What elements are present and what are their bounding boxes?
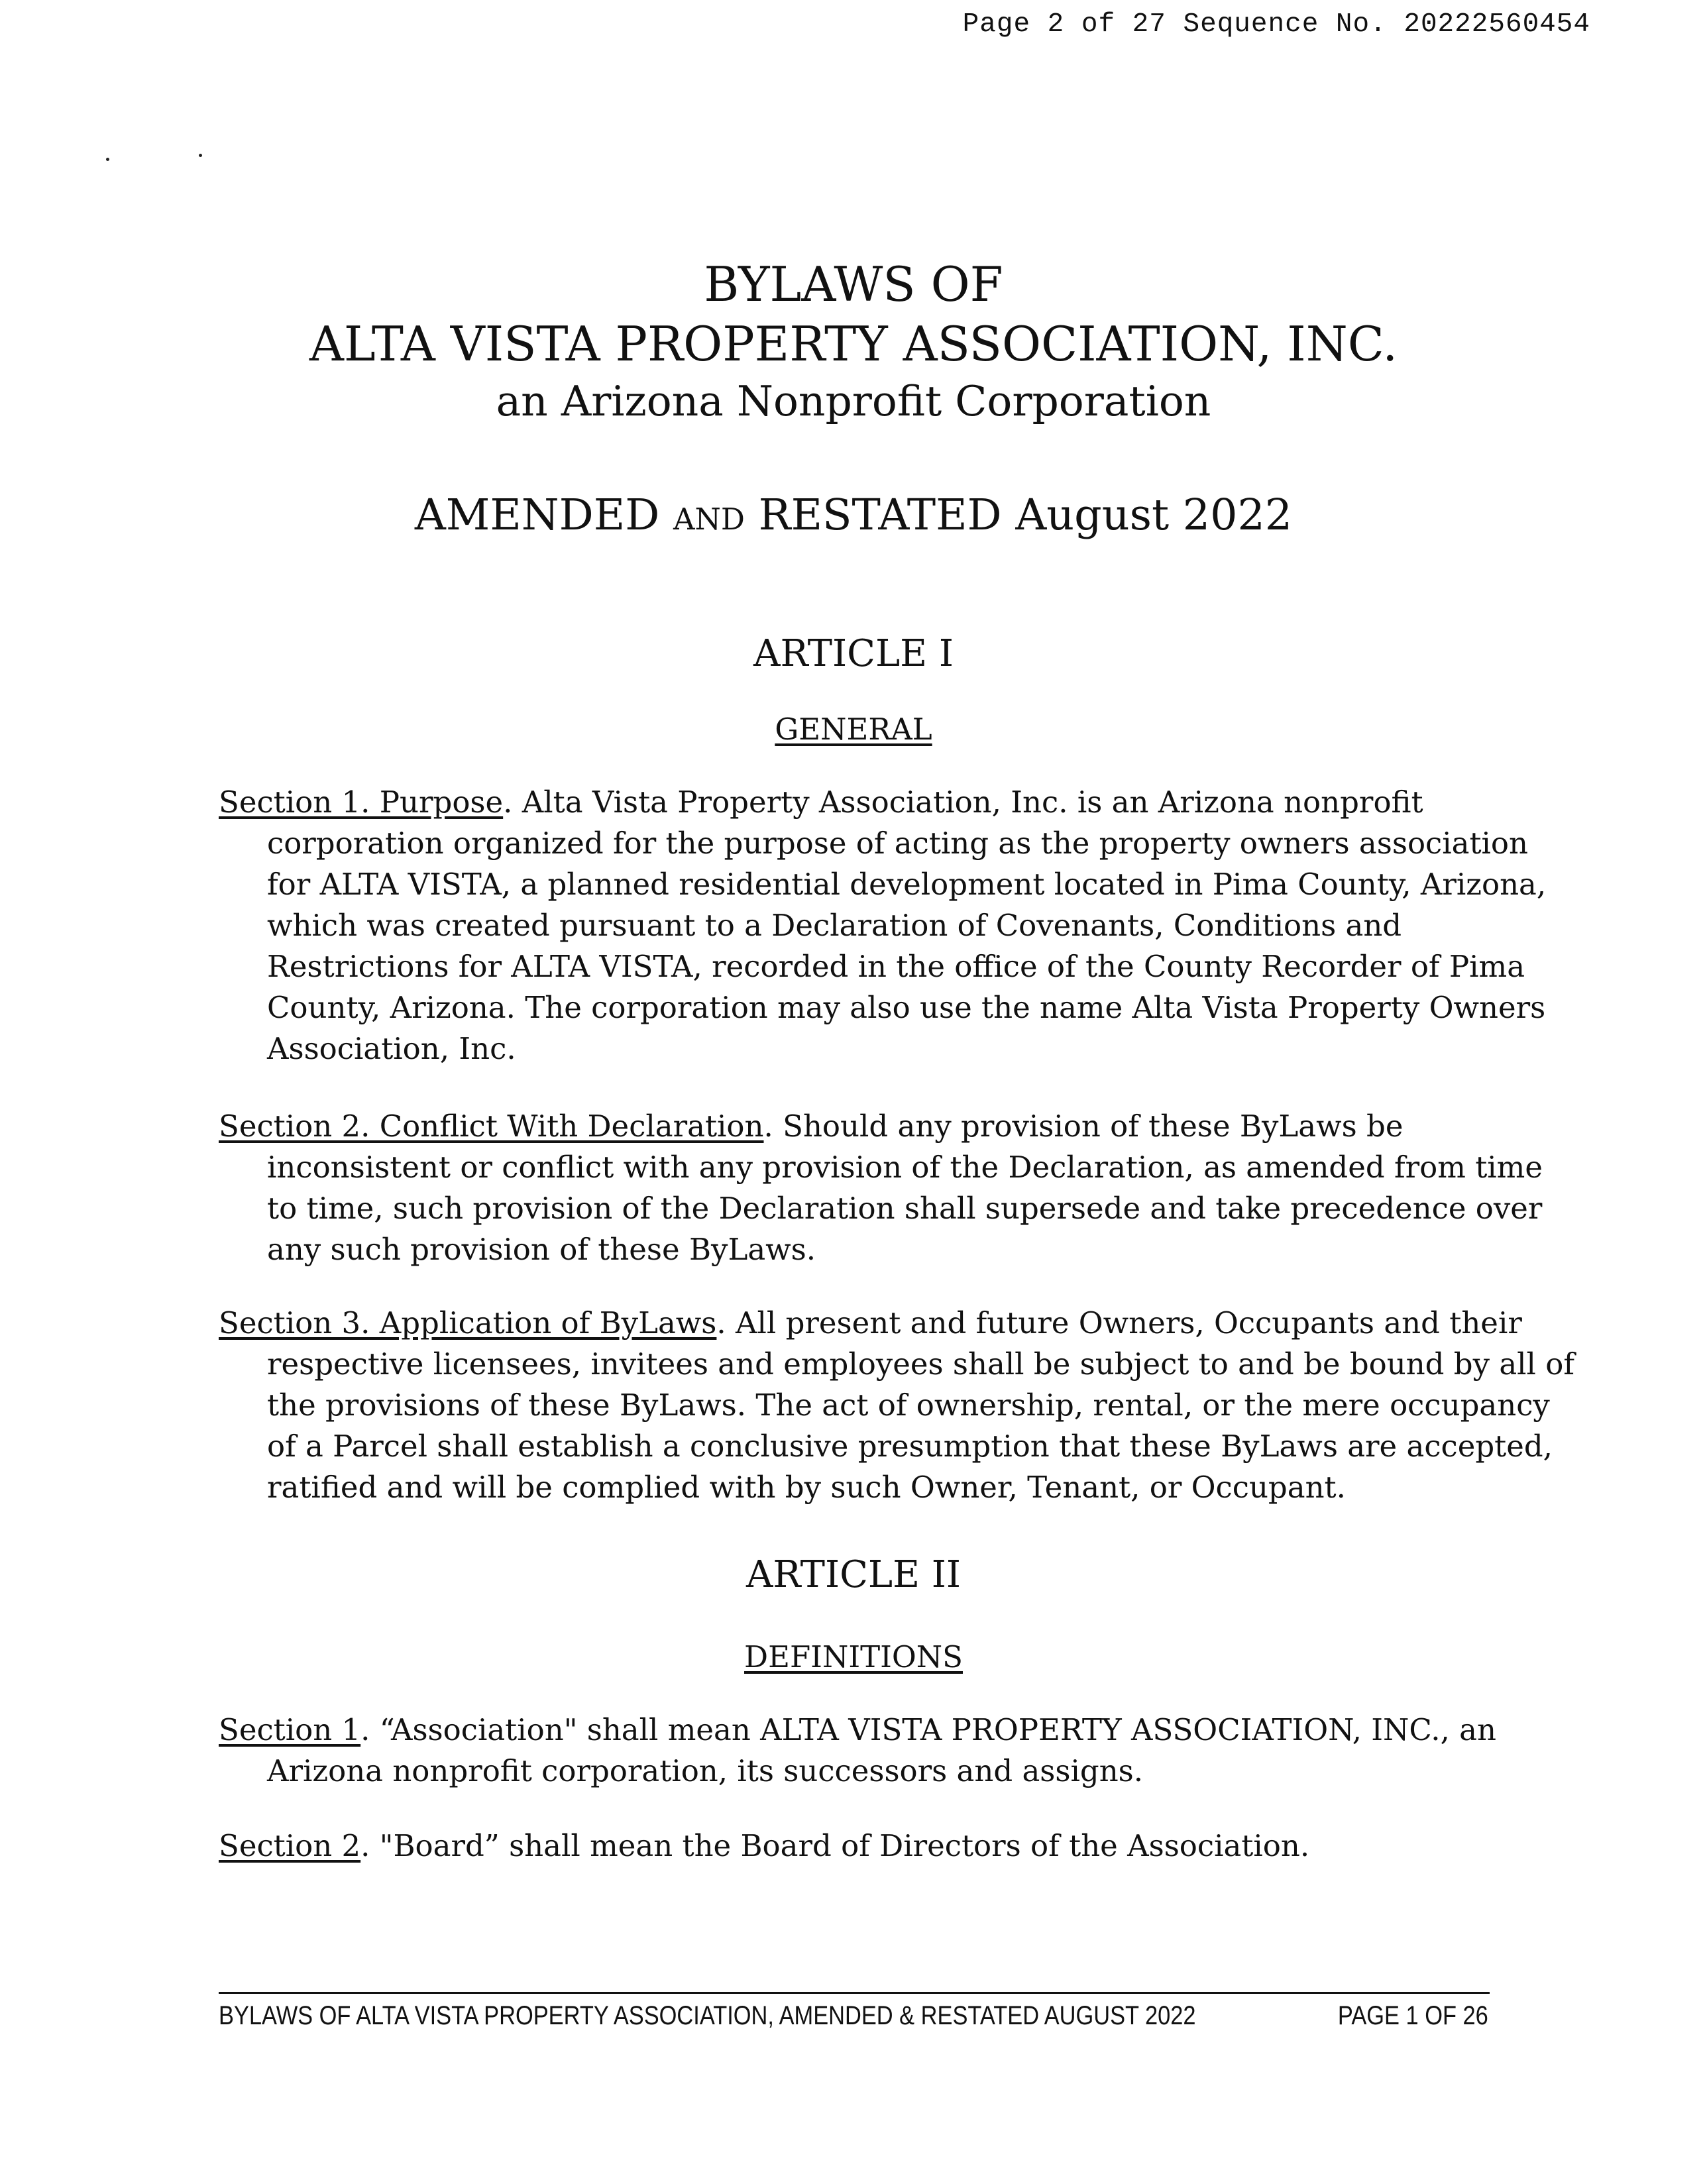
scan-speck bbox=[199, 154, 202, 157]
footer-page-number: PAGE 1 OF 26 bbox=[1338, 2001, 1488, 2030]
article-1-heading: ARTICLE I bbox=[753, 632, 954, 675]
article-2-heading: ARTICLE II bbox=[745, 1553, 962, 1596]
amended-text: AMENDED bbox=[414, 490, 674, 540]
article-2-section-1 bbox=[219, 1710, 1579, 1792]
article-2-subheading: DEFINITIONS bbox=[744, 1639, 963, 1674]
section-text: . Alta Vista Property Association, Inc. is an Arizona nonprofit corporation organized for the purpose of acting as the property owners association for ALTA VISTA, a planned residential development located in Pima County, Arizona, which was created pursuant to a Declaration of Covenants, Conditions and Restrictions for ALTA VISTA, recorded in the office of the County Recorder of Pima County, Arizona. The corporation may also use the name Alta Vista Property Owners Association, Inc. bbox=[267, 785, 1547, 1066]
section-label: Section 1. Purpose bbox=[219, 785, 504, 820]
restated-text: RESTATED August 2022 bbox=[744, 490, 1293, 540]
article-1-section-2 bbox=[219, 1106, 1579, 1270]
and-small-caps: AND bbox=[673, 502, 745, 537]
footer-document-title: BYLAWS OF ALTA VISTA PROPERTY ASSOCIATION, AMENDED & RESTATED AUGUST 2022 bbox=[219, 2001, 1196, 2030]
page-sequence-stamp: Page 2 of 27 Sequence No. 20222560454 bbox=[962, 9, 1590, 40]
scan-speck bbox=[106, 158, 109, 161]
section-label: Section 3. Application of ByLaws bbox=[219, 1305, 717, 1340]
article-1-section-3 bbox=[219, 1303, 1579, 1508]
section-label: Section 2 bbox=[219, 1828, 361, 1863]
section-label: Section 1 bbox=[219, 1712, 361, 1747]
section-text: . Should any provision of these ByLaws be inconsistent or conflict with any provision of the Declaration, as amended from time to time, such provision of the Declaration shall supersede and take precedence over any such provision of these ByLaws. bbox=[267, 1109, 1543, 1267]
document-subtitle: an Arizona Nonprofit Corporation bbox=[496, 377, 1211, 425]
section-text: . “Association" shall mean ALTA VISTA PROPERTY ASSOCIATION, INC., an Arizona nonprofit corporation, its successors and assigns. bbox=[267, 1712, 1496, 1788]
amended-restated-line bbox=[0, 489, 1707, 546]
section-label: Section 2. Conflict With Declaration bbox=[219, 1109, 764, 1144]
section-text: . "Board” shall mean the Board of Directors of the Association. bbox=[360, 1828, 1310, 1863]
document-title-line1: BYLAWS OF bbox=[704, 256, 1003, 312]
article-1-section-1 bbox=[219, 782, 1579, 1069]
footer-divider bbox=[219, 1992, 1490, 1994]
section-text: . All present and future Owners, Occupants and their respective licensees, invitees and employees shall be subject to and be bound by all of the provisions of these ByLaws. The act of ownership, rental, or the mere occupancy of a Parcel shall establish a conclusive presumption that these ByLaws are accepted, ratified and will be complied with by such Owner, Tenant, or Occupant. bbox=[267, 1305, 1574, 1505]
article-2-section-2 bbox=[219, 1826, 1579, 1867]
document-title-line2: ALTA VISTA PROPERTY ASSOCIATION, INC. bbox=[309, 316, 1398, 372]
article-1-subheading: GENERAL bbox=[775, 712, 932, 747]
